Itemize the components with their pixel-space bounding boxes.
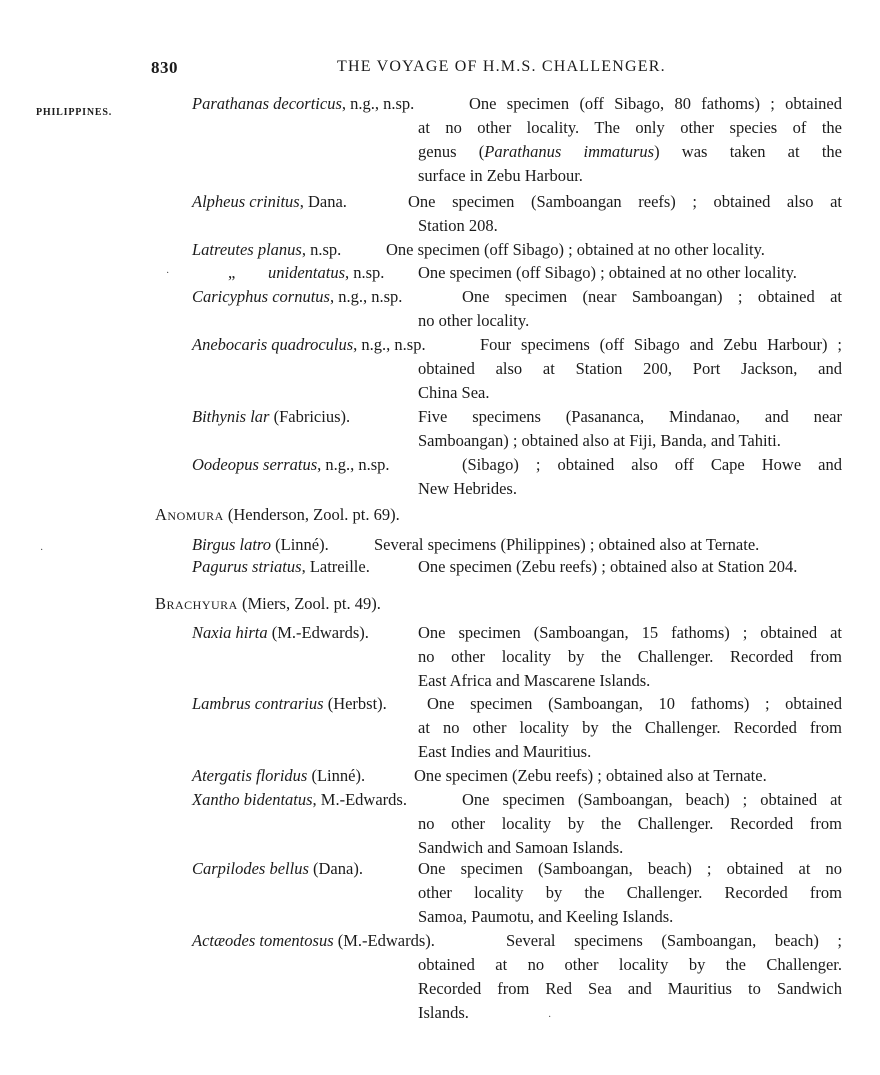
species-description-line: Five specimens (Pasananca, Mindanao, and near (418, 407, 842, 426)
species-name: Naxia hirta (192, 623, 268, 642)
species-description-line: East Africa and Mascarene Islands. (418, 671, 651, 690)
species-description-line: One specimen (Zebu reefs) ; obtained also at Station 204. (418, 557, 798, 576)
species-entry (192, 261, 842, 285)
species-description-line: Station 208. (418, 216, 498, 235)
species-name: Latreutes planus (192, 240, 302, 259)
species-description-line: (Sibago) ; obtained also off Cape Howe and (462, 455, 842, 474)
running-title: THE VOYAGE OF H.M.S. CHALLENGER. (337, 58, 666, 75)
species-description-line: obtained also at Station 200, Port Jackson, and (418, 359, 842, 378)
species-description-line: Several specimens (Philippines) ; obtained also at Ternate. (374, 535, 760, 554)
ditto-mark: „ (228, 263, 236, 282)
species-author: (Linné). (307, 766, 366, 785)
print-speck: · (40, 545, 44, 556)
species-description-line: One specimen (Samboangan, beach) ; obtained at (462, 790, 842, 809)
species-description-line: other locality by the Challenger. Recorded from (418, 883, 842, 902)
species-entry (192, 453, 842, 501)
species-name: Caricyphus cornutus (192, 287, 330, 306)
species-description-line: One specimen (off Sibago, 80 fathoms) ; obtained (469, 94, 842, 113)
species-author: , Latreille. (301, 557, 370, 576)
species-author: , n.g., n.sp. (353, 335, 426, 354)
species-description-line: New Hebrides. (418, 479, 517, 498)
species-description-line: Samboangan) ; obtained also at Fiji, Banda, and Tahiti. (418, 431, 781, 450)
species-name: Alpheus crinitus (192, 192, 300, 211)
species-description-line: Several specimens (Samboangan, beach) ; (506, 931, 842, 950)
species-entry (192, 692, 842, 764)
species-description-line: no other locality by the Challenger. Recorded from (418, 814, 842, 833)
species-description-line: Recorded from Red Sea and Mauritius to Sandwich (418, 979, 842, 998)
species-entry (192, 764, 842, 788)
species-description-line: One specimen (Samboangan reefs) ; obtained also at (408, 192, 842, 211)
species-description-line: Four specimens (off Sibago and Zebu Harbour) ; (480, 335, 842, 354)
species-author: (M.-Edwards). (267, 623, 369, 642)
species-entry (192, 533, 842, 557)
margin-region-label: PHILIPPINES. (36, 107, 113, 118)
species-author: (Dana). (308, 859, 363, 878)
species-description-line: surface in Zebu Harbour. (418, 166, 583, 185)
species-description-line: One specimen (near Samboangan) ; obtained at (462, 287, 842, 306)
species-description-line: genus (Parathanus immaturus) was taken at the (418, 142, 842, 161)
species-entry (192, 333, 842, 405)
species-name: Pagurus striatus (192, 557, 302, 576)
species-entry (192, 555, 842, 579)
section-heading-brachyura: Brachyura (Miers, Zool. pt. 49). (155, 594, 381, 613)
species-name: Xantho bidentatus (192, 790, 313, 809)
species-description-line: no other locality by the Challenger. Recorded from (418, 647, 842, 666)
species-name: Birgus latro (192, 535, 271, 554)
species-author: , n.sp. (301, 240, 342, 259)
species-author: (M.-Edwards). (333, 931, 435, 950)
species-description-line: obtained at no other locality by the Challenger. (418, 955, 842, 974)
species-description-line: One specimen (Samboangan, beach) ; obtained at no (418, 859, 842, 878)
species-description-line: Sandwich and Samoan Islands. (418, 838, 624, 857)
species-name: Atergatis floridus (192, 766, 308, 785)
species-author: (Linné). (271, 535, 329, 554)
species-entry (192, 285, 842, 333)
species-author: , Dana. (299, 192, 347, 211)
species-entry (192, 92, 842, 188)
species-description-line: China Sea. (418, 383, 490, 402)
species-description-line: One specimen (Samboangan, 15 fathoms) ; obtained at (418, 623, 842, 642)
species-entry (192, 190, 842, 238)
species-name: Parathanas decorticus (192, 94, 342, 113)
species-description-line: Samoa, Paumotu, and Keeling Islands. (418, 907, 674, 926)
species-description-line: One specimen (off Sibago) ; obtained at no other locality. (418, 263, 797, 282)
species-entry (192, 621, 842, 693)
print-speck: · (166, 268, 170, 279)
species-description-line: at no other locality by the Challenger. Recorded from (418, 718, 842, 737)
species-name: Actæodes tomentosus (192, 931, 334, 950)
species-description-line: East Indies and Mauritius. (418, 742, 592, 761)
species-description-line: at no other locality. The only other species of the (418, 118, 842, 137)
species-entry (192, 788, 842, 860)
print-speck: · (548, 1012, 552, 1023)
species-author: , n.sp. (345, 263, 385, 282)
species-description-line: Islands. (418, 1003, 469, 1022)
species-author: , M.-Edwards. (312, 790, 407, 809)
species-name: Bithynis lar (192, 407, 270, 426)
species-author: , n.g., n.sp. (329, 287, 403, 306)
species-description-line: One specimen (Zebu reefs) ; obtained also at Ternate. (414, 766, 767, 785)
species-entry (192, 405, 842, 453)
species-name: unidentatus (268, 263, 345, 282)
species-description-line: One specimen (Samboangan, 10 fathoms) ; obtained (427, 694, 842, 713)
species-description-line: no other locality. (418, 311, 530, 330)
species-author: , n.g., n.sp. (317, 455, 390, 474)
species-name: Oodeopus serratus (192, 455, 318, 474)
species-name: Lambrus contrarius (192, 694, 324, 713)
page-number: 830 (151, 58, 178, 77)
species-entry (192, 857, 842, 929)
species-author: , n.g., n.sp. (341, 94, 415, 113)
section-heading-anomura: Anomura (Henderson, Zool. pt. 69). (155, 505, 400, 524)
species-author: (Fabricius). (269, 407, 351, 426)
species-entry (192, 238, 842, 262)
species-entry (192, 929, 842, 1025)
species-description-line: One specimen (off Sibago) ; obtained at no other locality. (386, 240, 765, 259)
species-author: (Herbst). (323, 694, 387, 713)
species-name: Anebocaris quadroculus (192, 335, 354, 354)
species-name: Carpilodes bellus (192, 859, 309, 878)
